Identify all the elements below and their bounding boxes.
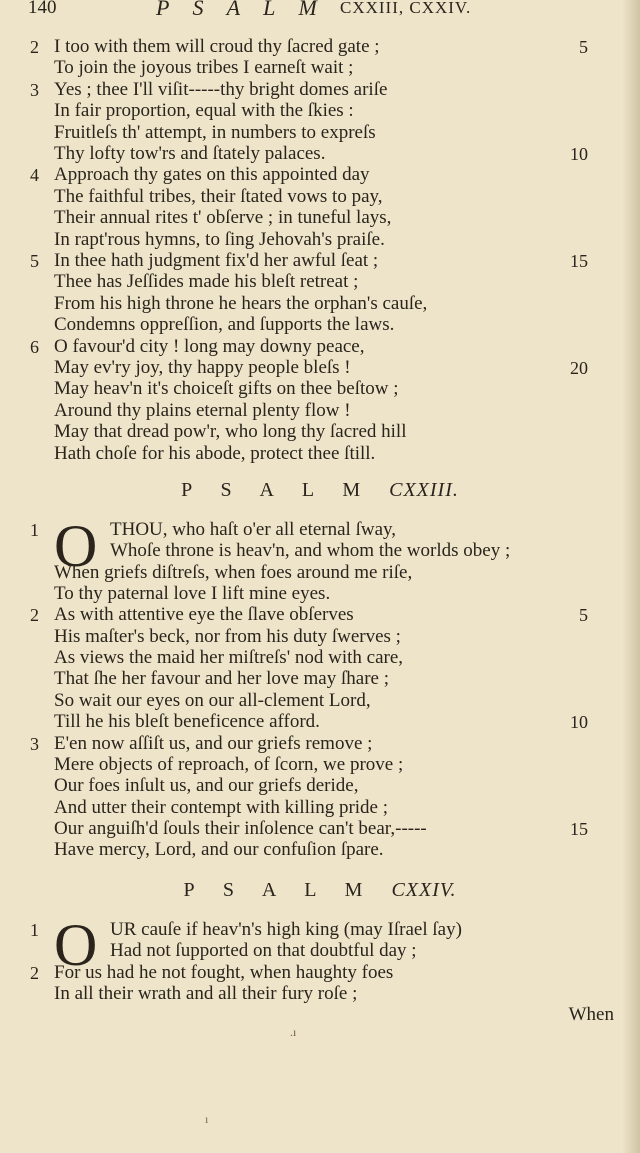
line-text: I too with them will croud thy ſacred gate ; (54, 36, 380, 57)
line-text: Around thy plains eternal plenty flow ! (54, 399, 351, 421)
psalm-124-heading-number: CXXIV. (391, 879, 457, 901)
verse-number: 3 (30, 79, 39, 100)
poem-line (0, 79, 640, 101)
line-number: 5 (579, 37, 588, 57)
line-text: UR cauſe if heav'n's high king (may Iſrael ſay) (110, 919, 462, 940)
poem-line (0, 919, 640, 941)
poem-line (0, 754, 640, 776)
line-number: 20 (570, 358, 588, 378)
line-text: Thee has Jeſſides made his bleſt retreat ; (54, 271, 359, 293)
poem-line (0, 229, 640, 251)
line-number: 10 (570, 144, 588, 164)
psalm-124-dropcap: O (54, 912, 98, 978)
poem-line (0, 314, 640, 336)
poem-line (0, 562, 640, 584)
verse-number: 2 (30, 605, 39, 626)
line-text: As views the maid her miſtreſs' nod with care, (54, 647, 404, 669)
verse-number: 1 (30, 920, 39, 940)
poem-line (0, 711, 640, 733)
line-text: Have mercy, Lord, and our confuſion ſpare. (54, 839, 384, 861)
line-text: That ſhe her favour and her love may ſhare ; (54, 668, 389, 690)
poem-line (0, 421, 640, 443)
poem-line (0, 983, 640, 1005)
line-text: Whoſe throne is heav'n, and whom the worlds obey ; (110, 540, 511, 562)
poem-line (0, 443, 640, 465)
line-text: Our foes inſult us, and our griefs deride, (54, 775, 359, 797)
line-text: THOU, who haſt o'er all eternal ſway, (110, 519, 397, 540)
poem-line (0, 186, 640, 208)
verse-number: 6 (30, 336, 39, 357)
catchword: When (568, 1004, 614, 1025)
stray-mark: .ı (290, 1025, 297, 1039)
line-text: In all their wrath and all their fury roſe ; (54, 983, 358, 1005)
poem-line (0, 519, 640, 541)
poem-line (0, 100, 640, 122)
poem-line (0, 293, 640, 315)
poem-line (0, 336, 640, 358)
page-number: 140 (28, 0, 57, 18)
line-text: Their annual rites t' obſerve ; in tuneful lays, (54, 207, 392, 229)
line-text: Approach thy gates on this appointed day (54, 164, 370, 186)
line-text: E'en now aſſiſt us, and our griefs remove ; (54, 732, 373, 754)
running-header (0, 0, 640, 20)
line-text: His maſter's beck, nor from his duty ſwerves ; (54, 625, 401, 647)
line-text: The faithful tribes, their ſtated vows to pay, (54, 185, 383, 207)
verse-number: 5 (30, 251, 39, 271)
poem-line (0, 400, 640, 422)
psalm-124-heading-word: P S A L M (183, 879, 375, 901)
line-text: May that dread pow'r, who long thy ſacred hill (54, 421, 407, 443)
poem-line (0, 540, 640, 562)
running-title: P S A L M (156, 0, 326, 20)
poem-line (0, 57, 640, 79)
stray-mark: ı (205, 1112, 209, 1126)
line-text: Condemns oppreſſion, and ſupports the laws. (54, 314, 395, 336)
line-text: Yes ; thee I'll viſit-----thy bright domes ariſe (54, 78, 388, 100)
psalm-123-dropcap: O (54, 513, 98, 579)
line-text: So wait our eyes on our all-clement Lord, (54, 689, 371, 711)
line-text: For us had he not fought, when haughty foes (54, 961, 394, 983)
poem-line (0, 839, 640, 861)
psalm-123-heading-number: CXXIII. (389, 479, 459, 501)
line-number: 15 (570, 818, 588, 839)
poem-line (0, 583, 640, 605)
poem-line (0, 940, 640, 962)
line-number: 15 (570, 251, 588, 271)
poem-line (0, 604, 640, 626)
line-text: May ev'ry joy, thy happy people bleſs ! (54, 357, 351, 378)
line-text: In fair proportion, equal with the ſkies : (54, 100, 354, 122)
poem-line (0, 36, 640, 58)
verse-number: 4 (30, 165, 39, 186)
poem-line (0, 775, 640, 797)
poem-line (0, 647, 640, 669)
poem-line (0, 797, 640, 819)
poem-line (0, 733, 640, 755)
line-text: Hath choſe for his abode, protect thee ſtill. (54, 442, 376, 464)
line-text: To thy paternal love I lift mine eyes. (54, 583, 331, 605)
poem-line (0, 122, 640, 144)
line-number: 10 (570, 712, 588, 733)
running-psalm-numbers: CXXIII, CXXIV. (340, 0, 472, 17)
line-text: In rapt'rous hymns, to ſing Jehovah's praiſe. (54, 228, 385, 250)
psalm-123-heading-word: P S A L M (181, 479, 373, 501)
line-text: O favour'd city ! long may downy peace, (54, 335, 365, 357)
poem-line (0, 626, 640, 648)
poem-line (0, 357, 640, 379)
line-text: As with attentive eye the ſlave obſerves (54, 604, 354, 626)
poem-line (0, 250, 640, 272)
psalm-123-heading (0, 479, 640, 505)
poem-line (0, 164, 640, 186)
psalm-124-heading (0, 879, 640, 905)
poem-line (0, 668, 640, 690)
poem-line (0, 818, 640, 840)
line-text: Thy lofty tow'rs and ſtately palaces. (54, 143, 326, 164)
poem-line (0, 143, 640, 165)
line-text: Our anguiſh'd ſouls their inſolence can't bear,----- (54, 817, 427, 839)
line-number: 5 (579, 605, 588, 626)
line-text: To join the joyous tribes I earneſt wait ; (54, 57, 354, 79)
poem-line (0, 690, 640, 712)
line-text: Fruitleſs th' attempt, in numbers to expreſs (54, 121, 376, 143)
line-text: From his high throne he hears the orphan's cauſe, (54, 292, 428, 314)
verse-number: 1 (30, 520, 39, 540)
line-text: Mere objects of reproach, of ſcorn, we prove ; (54, 753, 404, 775)
poem-line (0, 207, 640, 229)
line-text: And utter their contempt with killing pride ; (54, 796, 389, 818)
verse-number: 2 (30, 37, 39, 57)
poem-line (0, 378, 640, 400)
line-text: Had not ſupported on that doubtful day ; (110, 940, 417, 962)
line-text: May heav'n it's choiceſt gifts on thee beſtow ; (54, 378, 399, 400)
verse-number: 3 (30, 733, 39, 754)
poem-line (0, 271, 640, 293)
line-text: Till he his bleſt beneficence afford. (54, 711, 320, 733)
verse-number: 2 (30, 962, 39, 983)
line-text: In thee hath judgment fix'd her awful ſeat ; (54, 250, 379, 271)
poem-line (0, 962, 640, 984)
line-text: When griefs diſtreſs, when foes around me riſe, (54, 561, 413, 583)
